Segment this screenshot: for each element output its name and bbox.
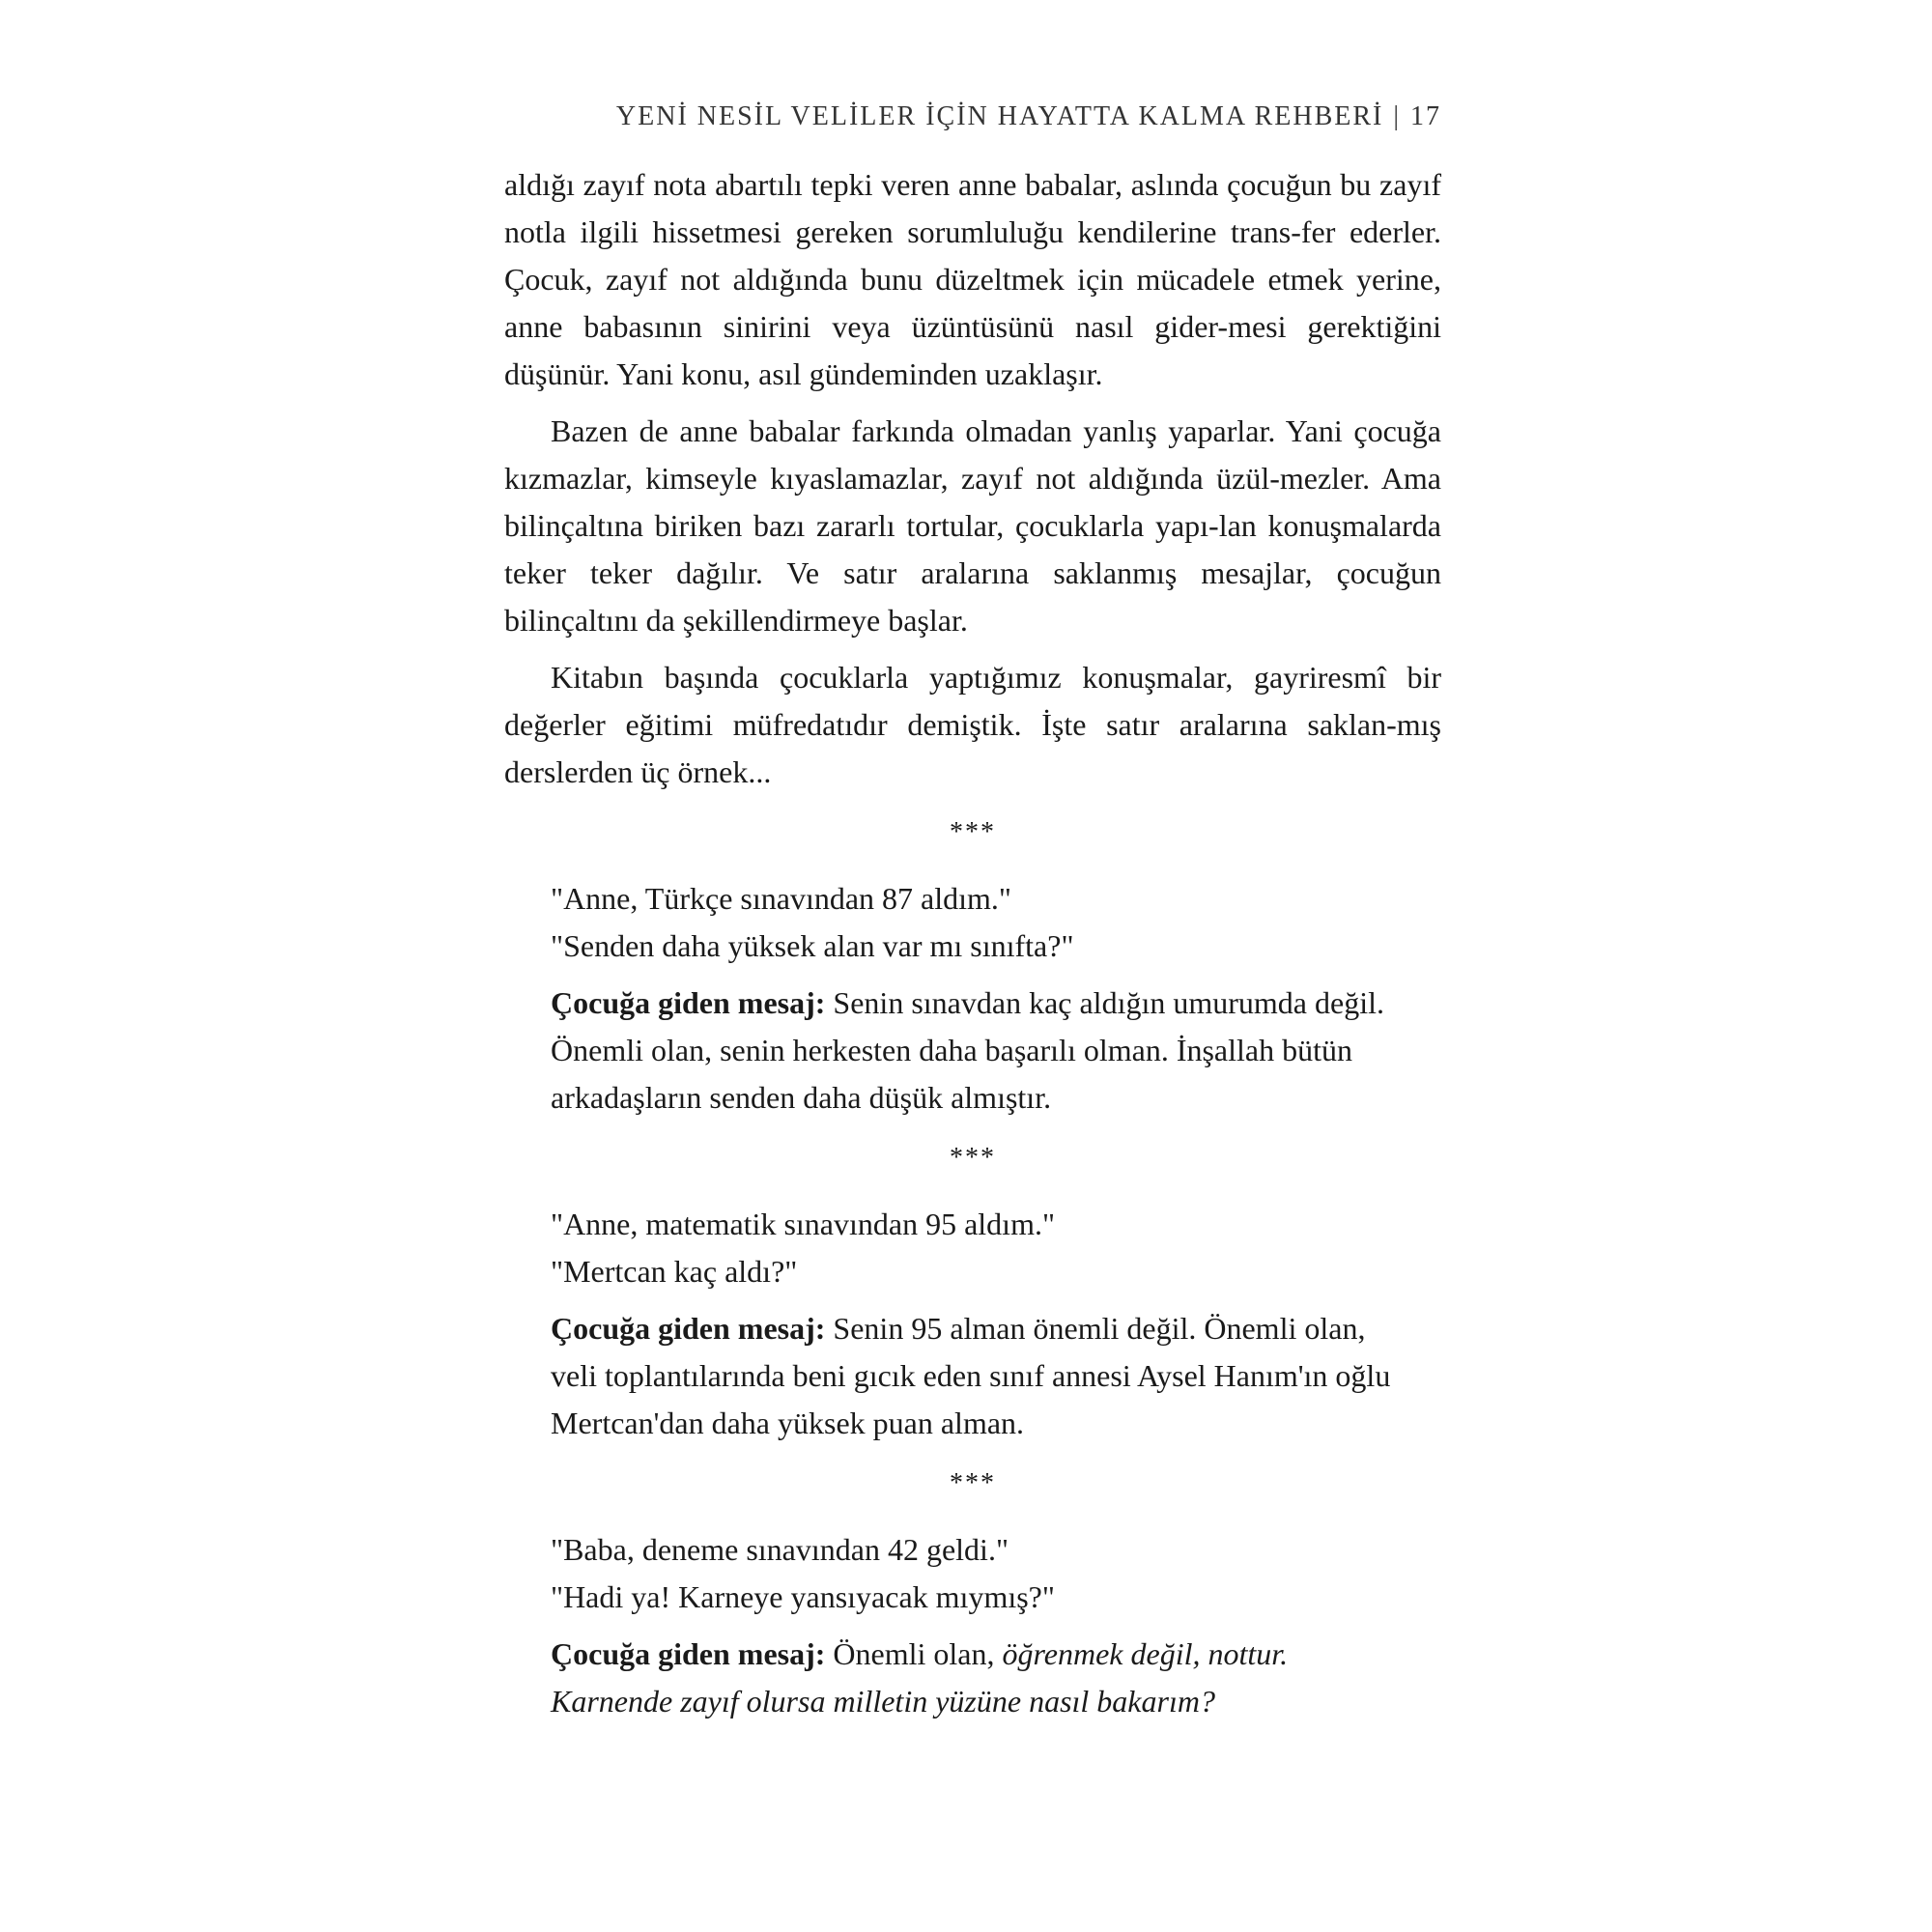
example-1-line-1: "Anne, Türkçe sınavından 87 aldım.": [551, 881, 1011, 916]
message-label: Çocuğa giden mesaj:: [551, 1636, 826, 1671]
message-label: Çocuğa giden mesaj:: [551, 985, 826, 1020]
section-separator-3: ***: [950, 1468, 996, 1498]
message-text: Önemli olan,: [833, 1636, 995, 1671]
message-text: Senin sınavdan kaç aldığın umurumda değil. Önemli olan, senin herkesten daha başarılı olman. İnşallah bütün arkadaşların senden daha düşük almıştır.: [551, 985, 1384, 1115]
running-header: [504, 101, 1441, 132]
example-2-line-1: "Anne, matematik sınavından 95 aldım.": [551, 1207, 1056, 1241]
page-number: 17: [1410, 101, 1441, 131]
paragraph-3: Kitabın başında çocuklarla yaptığımız konuşmalar, gayriresmî bir değerler eğitimi müfredatıdır demiştik. İşte satır aralarına saklan-mış derslerden üç örnek...: [504, 660, 1441, 789]
section-separator-2: ***: [950, 1143, 996, 1173]
example-2-line-2: "Mertcan kaç aldı?": [551, 1254, 798, 1289]
book-page: [504, 101, 1441, 1821]
message-text: Senin 95 alman önemli değil. Önemli olan, veli toplantılarında beni gıcık eden sınıf annesi Aysel Hanım'ın oğlu Mertcan'dan daha yüksek puan alman.: [551, 1311, 1391, 1440]
example-3: [504, 1526, 1441, 1725]
message-label: Çocuğa giden mesaj:: [551, 1311, 826, 1346]
example-3-line-1: "Baba, deneme sınavından 42 geldi.": [551, 1532, 1009, 1567]
header-separator: |: [1393, 101, 1401, 131]
message-italic-text: öğrenmek değil, nottur. Karnende zayıf olursa milletin yüzüne nasıl bakarım?: [551, 1636, 1289, 1719]
example-2-message: [551, 1305, 1403, 1447]
example-1: [504, 875, 1441, 1122]
paragraph-2: Bazen de anne babalar farkında olmadan yanlış yaparlar. Yani çocuğa kızmazlar, kimseyle kıyaslamazlar, zayıf not aldığında üzül-mezler. Ama bilinçaltına biriken bazı zararlı tortular, çocuklarla yapı-lan konuşmalarda teker teker dağılır. Ve satır aralarına saklanmış mesajlar, çocuğun bilinçaltını da şekillendirmeye başlar.: [504, 413, 1441, 638]
example-1-line-2: "Senden daha yüksek alan var mı sınıfta?": [551, 928, 1074, 963]
example-2: [504, 1201, 1441, 1447]
book-title: YENİ NESİL VELİLER İÇİN HAYATTA KALMA REHBERİ: [615, 101, 1384, 131]
section-separator-1: ***: [950, 817, 996, 847]
example-3-line-2: "Hadi ya! Karneye yansıyacak mıymış?": [551, 1579, 1055, 1614]
example-3-message: [551, 1631, 1403, 1725]
example-1-message: [551, 980, 1403, 1122]
paragraph-1: aldığı zayıf nota abartılı tepki veren anne babalar, aslında çocuğun bu zayıf notla ilgili hissetmesi gereken sorumluluğu kendilerine trans-fer ederler. Çocuk, zayıf not aldığında bunu düzeltmek için mücadele etmek yerine, anne babasının sinirini veya üzüntüsünü nasıl gider-mesi gerektiğini düşünür. Yani konu, asıl gündeminden uzaklaşır.: [504, 167, 1441, 391]
